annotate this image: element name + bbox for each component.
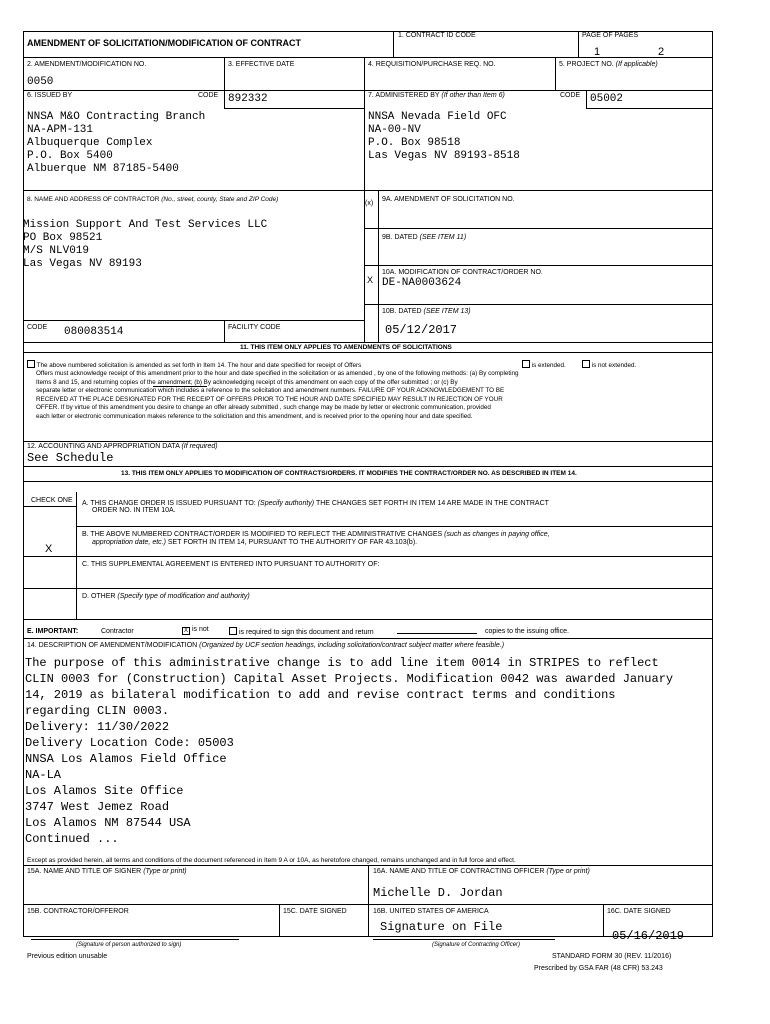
item15b-caption: (Signature of person authorized to sign) — [76, 942, 182, 948]
item10b-label: 10B. DATED (SEE ITEM 13) — [382, 308, 471, 315]
effective-date-label: 3. EFFECTIVE DATE — [228, 61, 295, 68]
requisition-label: 4. REQUISITION/PURCHASE REQ. NO. — [368, 61, 496, 68]
amendment-no-label: 2. AMENDMENT/MODIFICATION NO. — [27, 61, 147, 68]
contractor-address: Mission Support And Test Services LLC PO Box 98521 M/S NLV019 Las Vegas NV 89193 — [23, 219, 268, 270]
administered-by-address: NNSA Nevada Field OFC NA-00-NV P.O. Box 98518 Las Vegas NV 89193-8518 — [368, 111, 520, 162]
item11-checkbox[interactable] — [27, 360, 35, 368]
page-label: PAGE OF PAGES — [582, 32, 639, 39]
item13d-line: D. OTHER (Specify type of modification and authority) — [82, 593, 250, 600]
item14-label: 14. DESCRIPTION OF AMENDMENT/MODIFICATION (Organized by UCF section headings, including solicitation/contract subject matter where feasible.) — [27, 642, 505, 649]
is-not-checkbox[interactable]: X — [183, 628, 188, 634]
item15a-label: 15A. NAME AND TITLE OF SIGNER (Type or print) — [27, 868, 187, 875]
item9a-label: 9A. AMENDMENT OF SOLICITATION NO. — [382, 196, 515, 203]
item13b-mark: X — [45, 543, 53, 555]
important-copies: copies to the issuing office. — [485, 628, 569, 635]
item11-paragraph: Offers must acknowledge receipt of this amendment prior to the hour and date specified in the solicitation or as amended , by one of the following methods: (a) By completing Items 8 and 15, and returning copies of the amendment; (b) By acknowledging receipt of this amendment on each copy of the offer submitted ; or (c) By separate letter or electronic communication which includes a reference to the solicitation and amendment numbers. FAILURE OF YOUR ACKNOWLEDGEMENT TO BE RECEIVED AT THE PLACE DESIGNATED FOR THE RECEIPT OF OFFERS PRIOR TO THE HOUR AND DATE SPECIFIED MAY RESULT IN REJECTION OF YOUR OFFER. If by virtue of this amendment you desire to change an offer already submitted , such change may be made by letter or electronic communication, provided each letter or electronic communication makes reference to the solicitation and this amendment, and is received prior to the opening hour and date specified. — [36, 370, 519, 420]
copies-count-blank — [397, 633, 477, 634]
issued-by-code-label: CODE — [198, 92, 219, 99]
item13c-line: C. THIS SUPPLEMENTAL AGREEMENT IS ENTERED INTO PURSUANT TO AUTHORITY OF: — [82, 561, 380, 568]
contract-id-label: 1. CONTRACT ID CODE — [398, 32, 476, 39]
contractor-signature-line[interactable] — [31, 939, 239, 940]
is-required-option: is required to sign this document and return — [229, 626, 374, 637]
item13a-line2: ORDER NO. IN ITEM 10A. — [92, 507, 176, 514]
footer-prescribed: Prescribed by GSA FAR (48 CFR) 53.243 — [534, 965, 663, 972]
issued-by-label: 6. ISSUED BY — [27, 92, 73, 99]
copies-blank — [153, 386, 207, 387]
item10a-value: DE-NA0003624 — [382, 277, 462, 289]
item11-extended: is extended. — [522, 359, 566, 371]
item16c-label: 16C. DATE SIGNED — [607, 908, 671, 915]
contractor-code-label: CODE — [27, 324, 48, 331]
item10a-mark: X — [367, 275, 374, 285]
important-label: E. IMPORTANT: — [27, 628, 79, 635]
item11-not-extended: is not extended. — [582, 359, 636, 371]
amendment-no-value: 0050 — [27, 76, 54, 88]
item15b-label: 15B. CONTRACTOR/OFFEROR — [27, 908, 129, 915]
form-title: AMENDMENT OF SOLICITATION/MODIFICATION OF CONTRACT — [27, 38, 301, 48]
item13b-line1: B. THE ABOVE NUMBERED CONTRACT/ORDER IS MODIFIED TO REFLECT THE ADMINISTRATIVE CHANGES (such as changes in paying office, — [82, 531, 550, 538]
item11-header: 11. THIS ITEM ONLY APPLIES TO AMENDMENTS OF SOLICITATIONS — [240, 344, 452, 351]
item16b-caption: (Signature of Contracting Officer) — [432, 942, 521, 948]
important-contractor: Contractor — [101, 628, 134, 635]
project-no-label: 5. PROJECT NO. (If applicable) — [559, 61, 658, 68]
except-clause: Except as provided herein, all terms and conditions of the document referenced in Item 9 A or 10A, as heretofore changed, remains unchanged and in full force and effect. — [27, 857, 516, 864]
not-extended-checkbox[interactable] — [582, 360, 590, 368]
item14-description: The purpose of this administrative change is to add line item 0014 in STRIPES to reflect CLIN 0003 for (Construction) Capital Asset Projects. Modification 0042 was awarded January 14, 2019 as bilateral modification to add and revise contract terms and conditions regarding CLIN 0003. Delivery: 11/30/2022 Delivery Location Code: 05003 NNSA Los Alamos Field Office NA-LA Los Alamos Site Office 3747 West Jemez Road Los Alamos NM 87544 USA Continued ... — [25, 656, 674, 846]
item12-label: 12. ACCOUNTING AND APPROPRIATION DATA (If required) — [27, 443, 218, 450]
facility-code-label: FACILITY CODE — [228, 324, 281, 331]
item13b-line2: appropriation date, etc.) SET FORTH IN ITEM 14, PURSUANT TO THE AUTHORITY OF FAR 43.103(b). — [92, 539, 418, 546]
is-required-checkbox[interactable] — [229, 627, 237, 635]
page-total: 2 — [658, 46, 665, 58]
item16a-value: Michelle D. Jordan — [373, 886, 503, 900]
is-not-option: X is not — [183, 626, 209, 634]
item16b-label: 16B. UNITED STATES OF AMERICA — [373, 908, 489, 915]
item9a-mark-label: (x) — [365, 200, 374, 207]
item16a-label: 16A. NAME AND TITLE OF CONTRACTING OFFICER (Type or print) — [373, 868, 590, 875]
item11-line1: The above numbered solicitation is amended as set forth in Item 14. The hour and date specified for receipt of Offers — [27, 359, 361, 371]
administered-by-code: 05002 — [590, 93, 624, 105]
item12-value: See Schedule — [27, 451, 114, 465]
issued-by-code: 892332 — [228, 93, 268, 105]
item9b-label: 9B. DATED (SEE ITEM 11) — [382, 234, 467, 241]
item10b-value: 05/12/2017 — [385, 323, 458, 337]
page-current: 1 — [594, 46, 601, 58]
check-one-label: CHECK ONE — [31, 497, 73, 504]
item16b-value: Signature on File — [380, 920, 503, 934]
contractor-label: 8. NAME AND ADDRESS OF CONTRACTOR (No., street, county, State and ZIP Code) — [27, 196, 279, 203]
administered-by-label: 7. ADMINISTERED BY (If other than Item 6) — [368, 92, 505, 99]
item10a-label: 10A. MODIFICATION OF CONTRACT/ORDER NO. — [382, 269, 543, 276]
item13a-line1: A. THIS CHANGE ORDER IS ISSUED PURSUANT TO: (Specify authority) THE CHANGES SET FORTH IN ITEM 14 ARE MADE IN THE CONTRACT — [82, 500, 549, 507]
item13-header: 13. THIS ITEM ONLY APPLIES TO MODIFICATION OF CONTRACTS/ORDERS. IT MODIFIES THE CONTRACT/ORDER NO. AS DESCRIBED IN ITEM 14. — [121, 470, 577, 477]
issued-by-address: NNSA M&O Contracting Branch NA-APM-131 Albuquerque Complex P.O. Box 5400 Albuerque NM 87185-5400 — [27, 111, 206, 175]
footer-left: Previous edition unusable — [27, 953, 108, 960]
contractor-code: 080083514 — [64, 326, 124, 338]
item16c-value: 05/16/2019 — [612, 929, 685, 943]
officer-signature-line — [373, 939, 555, 940]
item15c-label: 15C. DATE SIGNED — [283, 908, 347, 915]
extended-checkbox[interactable] — [522, 360, 530, 368]
administered-by-code-label: CODE — [560, 92, 581, 99]
footer-form-number: STANDARD FORM 30 (REV. 11/2016) — [552, 953, 672, 960]
